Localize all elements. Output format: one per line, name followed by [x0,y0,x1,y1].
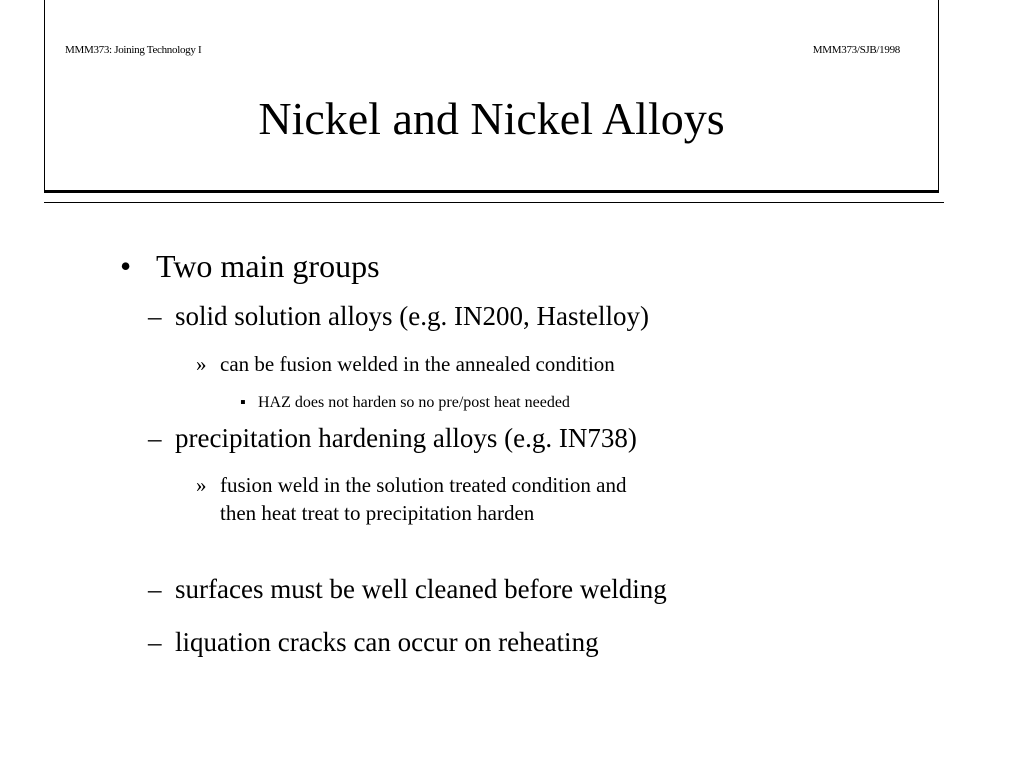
note-text: HAZ does not harden so no pre/post heat needed [258,394,570,411]
sub-item-text: surfaces must be well cleaned before welding [175,574,667,604]
slide-title: Nickel and Nickel Alloys [258,93,725,144]
sub-item-surfaces-cleaned [148,574,667,605]
sub-item-precipitation-hardening [148,423,637,454]
dash-marker: – [148,301,162,331]
sub-item-text: precipitation hardening alloys (e.g. IN738) [175,423,637,453]
detail-continuation-text: then heat treat to precipitation harden [220,501,535,525]
square-marker: ▪ [240,394,246,411]
dash-marker: – [148,423,162,453]
chevron-marker: » [196,352,207,376]
sub-item-text: liquation cracks can occur on reheating [175,627,599,657]
sub-item-liquation-cracks [148,627,599,658]
note-haz [240,394,570,412]
bullet-two-main-groups [120,248,380,285]
bullet-marker: • [120,248,132,284]
bullet-text: Two main groups [156,248,380,284]
sub-item-solid-solution [148,301,649,332]
detail-text: can be fusion welded in the annealed condition [220,352,615,376]
document-reference: MMM373/SJB/1998 [812,44,900,56]
dash-marker: – [148,574,162,604]
detail-annealed-condition [196,352,615,377]
detail-solution-treated [196,473,627,498]
chevron-marker: » [196,473,207,497]
detail-solution-treated-continuation [220,501,534,526]
dash-marker: – [148,627,162,657]
sub-item-text: solid solution alloys (e.g. IN200, Hastelloy) [175,301,649,331]
detail-text: fusion weld in the solution treated condition and [220,473,627,497]
course-label: MMM373: Joining Technology I [65,44,202,56]
